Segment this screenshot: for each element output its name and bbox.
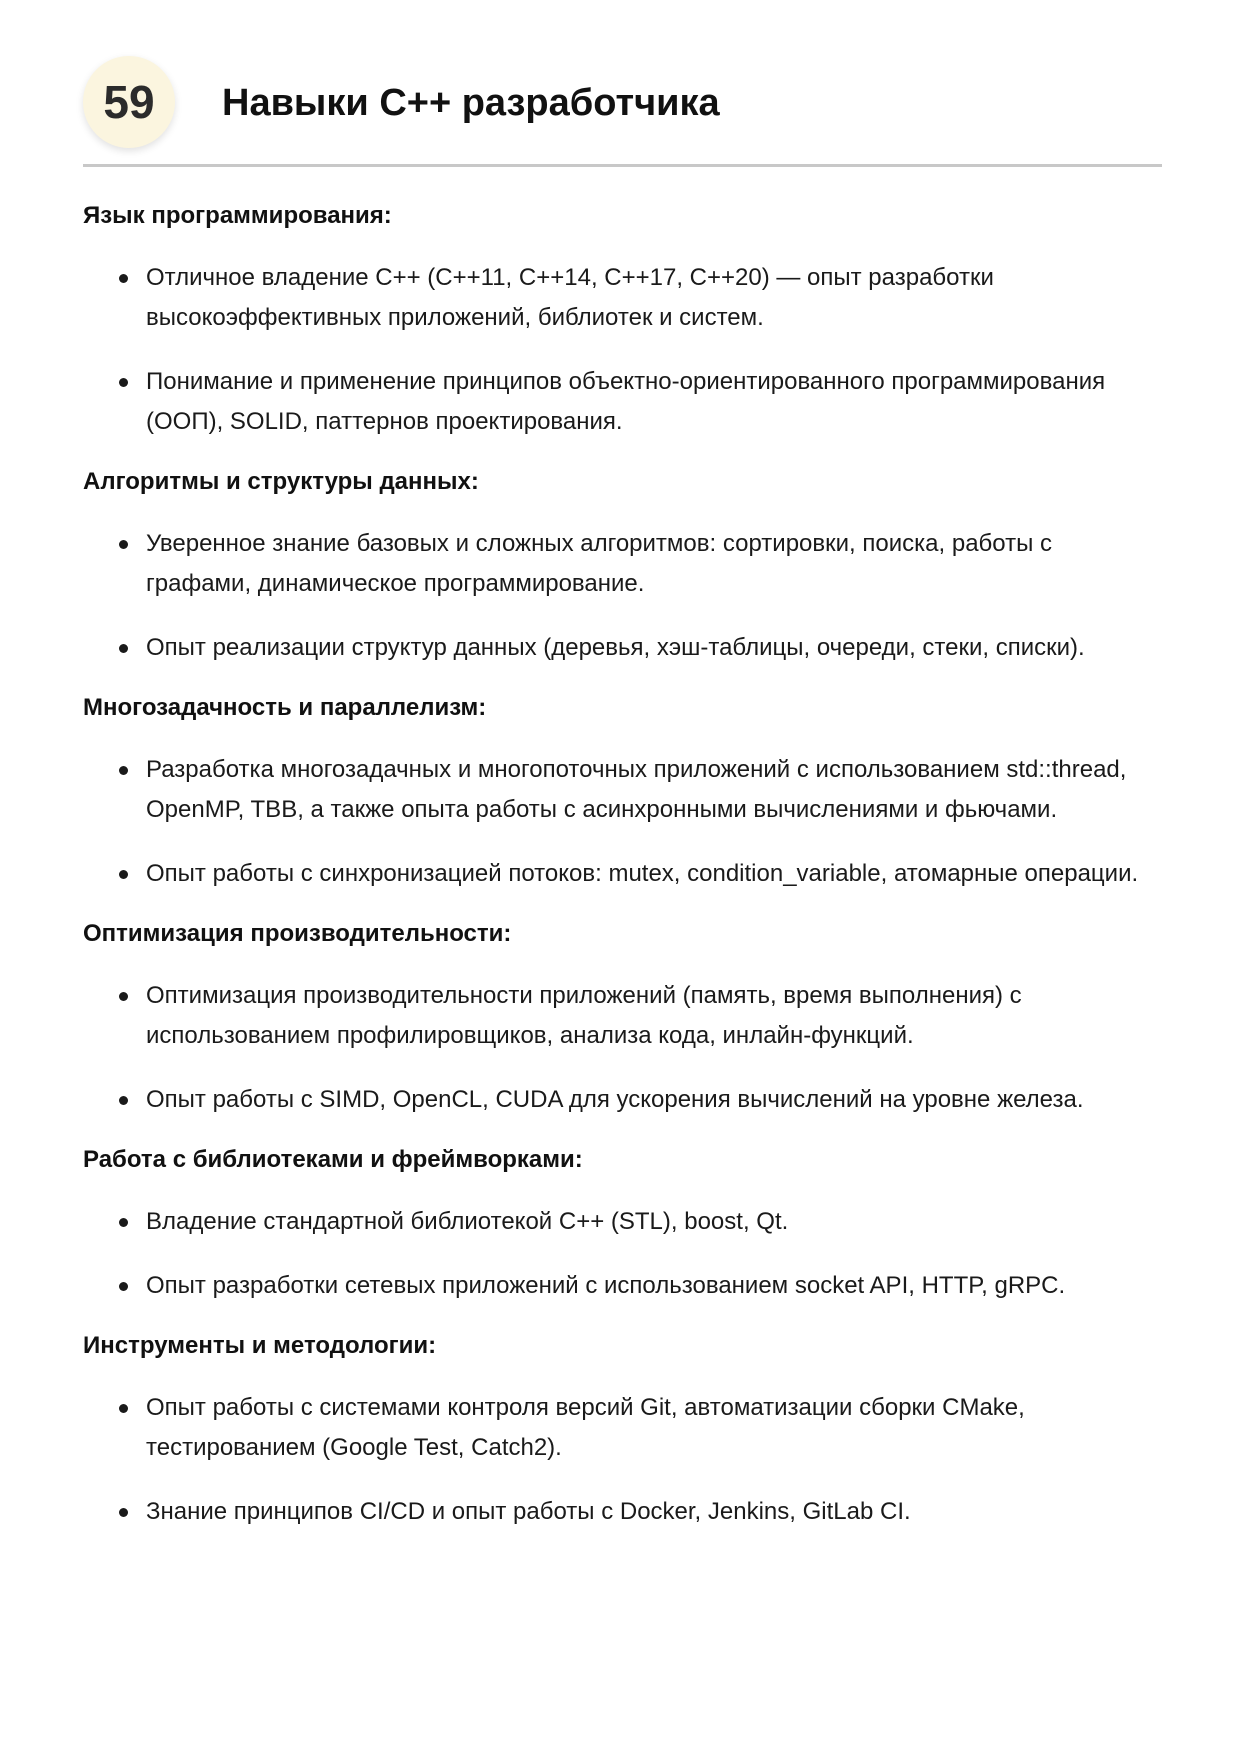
- section-heading-performance: Оптимизация производительности:: [83, 920, 512, 947]
- bullet-icon: [119, 1282, 128, 1291]
- bullet-list-tools: [83, 1388, 1162, 1532]
- section-heading-concurrency: Многозадачность и параллелизм:: [83, 694, 487, 721]
- list-item-text: Знание принципов CI/CD и опыт работы с Docker, Jenkins, GitLab CI.: [146, 1498, 911, 1525]
- list-item-text: Понимание и применение принципов объектно-ориентированного программирования (ООП), SOLID, паттернов проектирования.: [146, 368, 1106, 435]
- bullet-icon: [119, 1096, 128, 1105]
- section-heading-tools: Инструменты и методологии:: [83, 1332, 437, 1359]
- list-item-text: Оптимизация производительности приложений (память, время выполнения) с использованием профилировщиков, анализа кода, инлайн-функций.: [146, 982, 1022, 1049]
- list-item-text: Владение стандартной библиотекой C++ (STL), boost, Qt.: [146, 1208, 789, 1235]
- list-item-text: Опыт разработки сетевых приложений с использованием socket API, HTTP, gRPC.: [146, 1272, 1066, 1299]
- list-item: [83, 1080, 1162, 1120]
- section-heading-algorithms: Алгоритмы и структуры данных:: [83, 468, 479, 495]
- list-item: [83, 1388, 1162, 1468]
- page-content: [83, 200, 1162, 1556]
- list-item: [83, 976, 1162, 1056]
- bullet-icon: [119, 1508, 128, 1517]
- list-item-text: Отличное владение C++ (C++11, C++14, C++17, C++20) — опыт разработки высокоэффективных приложений, библиотек и систем.: [146, 264, 994, 331]
- list-item-text: Опыт реализации структур данных (деревья, хэш-таблицы, очереди, стеки, списки).: [146, 634, 1085, 661]
- bullet-icon: [119, 992, 128, 1001]
- bullet-icon: [119, 378, 128, 387]
- list-item: [83, 628, 1162, 668]
- bullet-icon: [119, 540, 128, 549]
- list-item: [83, 854, 1162, 894]
- page-title: Навыки C++ разработчика: [222, 82, 720, 124]
- bullet-icon: [119, 1404, 128, 1413]
- list-item: [83, 1492, 1162, 1532]
- section-heading-language: Язык программирования:: [83, 202, 392, 229]
- list-item: [83, 362, 1162, 442]
- list-item: [83, 524, 1162, 604]
- bullet-icon: [119, 1218, 128, 1227]
- bullet-icon: [119, 766, 128, 775]
- list-item-text: Опыт работы с синхронизацией потоков: mutex, condition_variable, атомарные операции.: [146, 860, 1139, 887]
- list-item: [83, 258, 1162, 338]
- list-item: [83, 750, 1162, 830]
- bullet-list-libraries: [83, 1202, 1162, 1306]
- section-heading-libraries: Работа с библиотеками и фреймворками:: [83, 1146, 583, 1173]
- list-item-text: Уверенное знание базовых и сложных алгоритмов: сортировки, поиска, работы с графами, динамическое программирование.: [146, 530, 1053, 597]
- bullet-icon: [119, 644, 128, 653]
- bullet-icon: [119, 274, 128, 283]
- list-item: [83, 1266, 1162, 1306]
- page-header: [83, 56, 1162, 167]
- list-item-text: Разработка многозадачных и многопоточных приложений с использованием std::thread, OpenMP, TBB, а также опыта работы с асинхронными вычислениями и фьючами.: [146, 756, 1127, 823]
- page-number-badge: 59: [83, 56, 175, 148]
- bullet-icon: [119, 870, 128, 879]
- bullet-list-concurrency: [83, 750, 1162, 894]
- list-item-text: Опыт работы с системами контроля версий Git, автоматизации сборки CMake, тестированием (Google Test, Catch2).: [146, 1394, 1025, 1461]
- bullet-list-algorithms: [83, 524, 1162, 668]
- bullet-list-language: [83, 258, 1162, 442]
- bullet-list-performance: [83, 976, 1162, 1120]
- list-item-text: Опыт работы с SIMD, OpenCL, CUDA для ускорения вычислений на уровне железа.: [146, 1086, 1084, 1113]
- list-item: [83, 1202, 1162, 1242]
